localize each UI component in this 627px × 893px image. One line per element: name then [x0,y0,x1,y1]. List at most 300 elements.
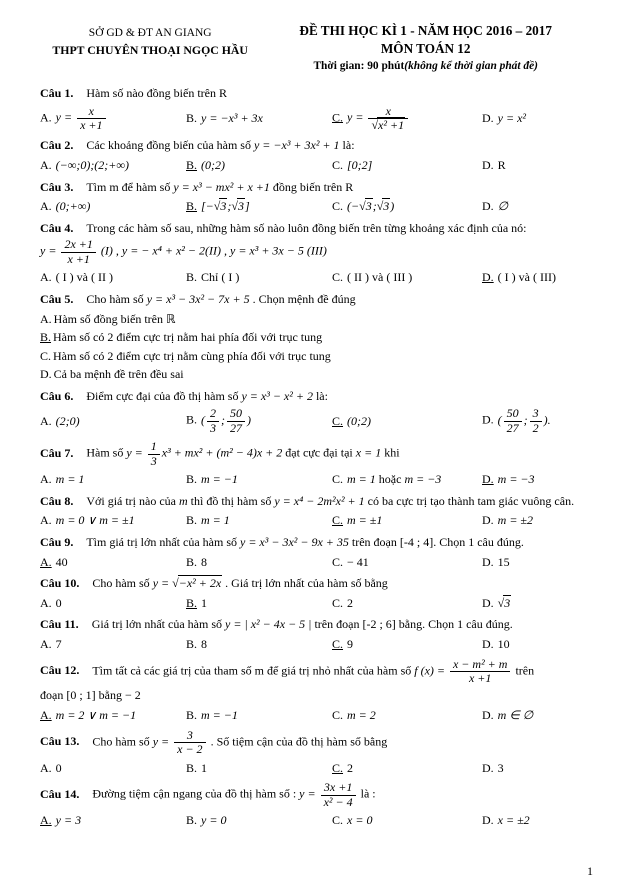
math-text: x = 1 [355,446,382,461]
square-root [371,119,405,132]
time-note: (không kể thời gian phát đề) [404,59,538,72]
option-b [186,511,332,530]
option-content [347,103,410,133]
fraction [450,658,510,686]
square-root [377,197,391,216]
text: ( II ) và ( III ) [347,270,413,285]
fraction-numerator: x − m² + m [452,656,508,671]
option-letter: D. [482,158,494,173]
question [40,533,591,571]
option-letter: C. [332,110,344,125]
options [40,511,591,530]
options [40,104,591,134]
math-text: y = x² [497,111,527,126]
radical-sign: √ [359,199,366,214]
option-content [55,103,108,133]
fraction [504,407,522,435]
math-text: ( [497,413,502,428]
option-letter: B. [186,513,198,528]
option-d [482,635,591,654]
question-number: Câu 3. [40,179,74,194]
fraction-denominator: x +1 [61,252,95,266]
math-text: ∅ [497,199,509,214]
question-body [40,657,591,705]
math-text: ; [523,413,528,428]
option-content [201,637,207,651]
option-c [332,635,482,654]
option-letter: B. [186,111,198,126]
radicand: 3 [365,199,372,214]
question [40,615,591,653]
option-letter: C. [332,513,344,528]
option-content [56,708,136,722]
text: Cho hàm số [92,576,153,591]
option-letter: A. [40,270,52,285]
math-text: ; [221,413,226,428]
fraction [148,440,160,468]
fraction-numerator: 50 [230,406,243,421]
text: là: [312,388,328,403]
question-number: Câu 5. [40,291,74,306]
math-text: y = 0 [201,812,227,827]
math-text: x = ±2 [497,812,530,827]
option-a [40,268,186,287]
option-c [332,553,482,572]
option-d [482,759,591,778]
fraction-numerator: 2x +1 [64,237,93,252]
header [40,22,591,74]
text: 9 [347,636,354,651]
option-c [332,470,482,489]
text: trên đoạn [-4 ; 4]. Chọn 1 câu đúng. [348,535,524,550]
option-content [347,270,412,284]
radicand: −x² + 2x [178,576,222,591]
option-content [56,199,91,213]
option-content [201,513,230,527]
options [40,759,591,778]
option-content [56,270,113,284]
option-letter: C. [332,595,344,610]
option-content [56,596,62,610]
question-body [40,84,591,103]
math-text: ). [543,413,551,428]
math-text: y = −x³ + 3x [201,111,263,126]
option-letter: B. [186,708,198,723]
question-body [40,219,591,267]
radical-sign: √ [213,199,221,214]
text: Điểm cực đại của đồ thị hàm số [86,388,242,403]
math-text: [− [201,199,214,214]
text: thì đồ thị hàm số [187,493,275,508]
option-letter: C. [332,414,344,429]
option-letter: B. [186,760,198,775]
question [40,219,591,287]
math-text: y = | x² − 4x − 5 | [225,617,312,632]
question-number: Câu 10. [40,576,80,591]
options [40,594,591,613]
option-d [482,511,591,530]
option-a [40,412,186,431]
option-a [40,310,591,329]
question [40,728,591,777]
option-letter: A. [40,554,52,569]
fraction-denominator: x +1 [450,671,510,685]
math-text: m = 1 [347,472,376,487]
option-content [498,270,556,284]
exam-title: ĐỀ THI HỌC KÌ 1 - NĂM HỌC 2016 – 2017 [299,23,552,38]
question [40,780,591,829]
text: . Chọn mệnh đề đúng [249,291,356,306]
math-text: (0;2) [201,158,226,173]
fraction [368,105,408,133]
option-content [201,270,239,284]
question [40,178,591,216]
text: trên [512,663,535,678]
option-a [40,811,186,830]
math-text: y = [55,110,76,125]
option-b [40,328,591,347]
text: 8 [201,636,208,651]
department-name: SỞ GD & ĐT AN GIANG [88,27,212,39]
text: Tìm giá trị lớn nhất của hàm số [86,535,240,550]
option-content [347,813,372,827]
option-content [498,513,533,527]
option-letter: C. [332,472,344,487]
text: 15 [497,554,510,569]
option-content [201,472,238,486]
math-text: x³ + mx² + (m² − 4)x + 2 [161,446,283,461]
text: − 41 [347,554,369,569]
option-content [201,158,225,172]
fraction-numerator: x [88,103,94,118]
option-letter: D. [482,812,494,827]
radicand: x² +1 [378,118,405,133]
square-root [172,574,222,593]
option-a [40,594,186,613]
option-c [332,104,482,134]
subject-title: MÔN TOÁN 12 [380,40,471,56]
text: 0 [55,595,62,610]
math-text: m = 1 [201,513,230,528]
option-content [347,158,372,172]
option-c [332,706,482,725]
text: Tìm m để hàm số [86,179,174,194]
option-letter: A. [40,110,52,125]
fraction [227,407,245,435]
question-body [40,574,591,593]
option-a [40,104,186,134]
option-d [482,406,591,436]
text: . Giá trị lớn nhất của hàm số bằng [222,576,388,591]
option-a [40,635,186,654]
option-content [201,761,207,775]
math-text: ) [247,413,252,428]
option-content [56,158,129,172]
option-letter: A. [40,414,52,429]
fraction-numerator: x [385,103,391,118]
text: 1 [201,595,208,610]
options [40,706,591,725]
math-text: m = 2 [347,708,376,723]
option-content [54,367,184,381]
fraction-numerator: 2 [210,406,217,421]
text: Trong các hàm số sau, những hàm số nào luôn đồng biến trên từng khoảng xác định của nó: [86,220,527,235]
option-d [482,156,591,175]
fraction-denominator [368,118,408,132]
fraction [207,407,219,435]
option-letter: C. [332,270,344,285]
text: Cho hàm số [92,734,153,749]
text: . Số tiệm cận của đồ thị hàm số bằng [207,734,388,749]
math-text: m = 0 ∨ m = ±1 [55,513,135,528]
text: 2 [347,595,354,610]
math-text: (− [347,199,360,214]
math-text: y = [152,734,173,749]
option-content [201,708,238,722]
square-root [214,197,228,216]
option-letter: D. [482,472,494,487]
option-letter: B. [186,812,198,827]
option-a [40,706,186,725]
question-body [40,178,591,197]
option-letter: C. [332,199,344,214]
text: Hàm số có 2 điểm cực trị nằm cùng phía đối với trục tung [53,348,331,363]
math-text: m = −1 [201,708,238,723]
page-number: 1 [587,864,593,878]
fraction-denominator: 2 [530,421,542,435]
text: 8 [201,554,208,569]
option-c [332,197,482,216]
text: Hàm số nào đồng biến trên R [86,86,227,101]
option-letter: D. [482,595,494,610]
math-text: m = −1 [201,472,238,487]
options [40,406,591,436]
option-d [40,365,591,384]
option-content [347,472,441,486]
math-text: m = ±1 [347,513,383,528]
option-c [332,511,482,530]
text: là : [357,786,376,801]
math-text: (2;0) [55,414,80,429]
option-content [53,349,331,363]
header-left [40,22,260,59]
option-letter: D. [482,708,494,723]
question-number: Câu 2. [40,138,74,153]
text: 40 [55,554,68,569]
radical-sign: √ [172,576,179,591]
option-content [56,637,62,651]
option-letter: D. [482,270,494,285]
option-b [186,759,332,778]
math-text: y = −x³ + 3x² + 1 [253,138,340,153]
math-text: ) [390,199,395,214]
option-letter: A. [40,708,52,723]
option-content [498,472,535,486]
option-a [40,553,186,572]
radicand: 3 [383,199,390,214]
math-text: y = x³ − 3x² − 9x + 35 [240,535,349,550]
option-c [332,759,482,778]
text: Hàm số đồng biến trên ℝ [53,311,176,326]
question [40,657,591,725]
fraction-denominator: 3 [207,421,219,435]
fraction-denominator: x − 2 [174,742,205,756]
math-text: x = 0 [347,812,373,827]
fraction [77,105,105,133]
math-text: ( [201,413,206,428]
option-d [482,811,591,830]
text: Cả ba mệnh đề trên đều sai [53,367,184,382]
question-number: Câu 12. [40,663,80,678]
option-c [332,156,482,175]
text: Với giá trị nào của [86,493,179,508]
options [40,197,591,216]
option-letter: C. [332,158,344,173]
option-content [53,330,322,344]
option-content [56,813,81,827]
question-body [40,387,591,406]
option-c [332,811,482,830]
option-content [201,111,263,125]
text: 7 [55,636,62,651]
option-letter: B. [186,413,198,428]
radicand: 3 [220,199,227,214]
text: Chỉ ( I ) [201,270,240,285]
option-d [482,197,591,216]
option-content [201,199,250,213]
option-letter: A. [40,311,52,326]
text: trên đoạn [-2 ; 6] bằng. Chọn 1 câu đúng. [311,617,513,632]
text: Cho hàm số [86,291,147,306]
option-letter: D. [482,413,494,428]
text: Tìm tất cả các giá trị của tham số m để giá trị nhỏ nhất của hàm số [92,663,415,678]
options [40,553,591,572]
math-text: y = x³ − 3x² − 7x + 5 [146,291,250,306]
question [40,492,591,530]
math-text: m = 1 [55,472,85,487]
option-letter: B. [186,554,198,569]
math-text: m = −3 [497,472,535,487]
option-content [201,555,207,569]
option-content [347,637,353,651]
option-content [347,414,371,428]
fraction [61,238,95,266]
radical-sign: √ [376,199,384,214]
option-letter: A. [40,513,52,528]
square-root [231,197,245,216]
option-content [201,406,252,435]
options [40,156,591,175]
text: 2 [347,760,354,775]
math-text: (I) , y = − x⁴ + x² − 2(II) , y = x³ + 3x − 5 (III) [97,244,327,259]
option-content [497,406,551,435]
math-text: f (x) = [414,663,448,678]
option-content [54,312,176,326]
math-text: m = 2 ∨ m = −1 [55,708,137,723]
text: ( I ) và ( III) [497,270,556,285]
option-c [332,594,482,613]
option-content [498,813,530,827]
option-letter: B. [186,158,198,173]
option-content [347,199,394,213]
option-content [347,708,376,722]
question-body [40,728,591,758]
option-b [186,156,332,175]
option-a [40,511,186,530]
option-letter: C. [40,348,52,363]
option-b [186,109,332,128]
option-letter: D. [482,513,494,528]
option-content [347,761,353,775]
option-content [201,596,207,610]
fraction-numerator: 3 [532,406,539,421]
question [40,290,591,384]
options [40,470,591,489]
options [40,811,591,830]
question [40,136,591,174]
math-text: (0;+∞) [55,199,91,214]
option-content [56,555,68,569]
text: Hàm số [86,446,127,461]
option-a [40,470,186,489]
option-letter: A. [40,199,52,214]
option-content [498,708,534,722]
math-text: [0;2] [347,158,373,173]
option-content [498,761,504,775]
fraction-denominator: 27 [504,421,522,435]
time-limit [260,59,591,74]
math-text: ] [244,199,250,214]
option-b [186,811,332,830]
text: có ba cực trị tạo thành tam giác vuông cân. [364,493,575,508]
fraction-numerator: 3 [186,727,193,742]
question-number: Câu 8. [40,493,74,508]
math-text: y = [347,110,367,125]
math-text: y = x⁴ − 2m²x² + 1 [274,493,365,508]
option-d [482,470,591,489]
question-number: Câu 9. [40,535,74,550]
fraction-numerator: 50 [506,406,519,421]
text: 10 [497,636,510,651]
option-letter: C. [332,554,344,569]
text: 1 [201,760,208,775]
radical-sign: √ [497,595,505,610]
option-content [347,555,369,569]
option-content [498,596,512,610]
text: khi [381,446,400,461]
option-a [40,197,186,216]
question-number: Câu 13. [40,734,80,749]
question [40,387,591,436]
math-text: m = ±2 [497,513,534,528]
text: đồng biến trên R [269,179,354,194]
square-root [359,197,373,216]
fraction [174,729,205,757]
math-text: m ∈ ∅ [497,708,534,723]
fraction-denominator: x +1 [77,118,105,132]
option-letter: A. [40,636,52,651]
question [40,439,591,488]
option-b [186,635,332,654]
options [40,635,591,654]
text: ( I ) và ( II ) [55,270,113,285]
option-letter: A. [40,472,52,487]
text: Các khoảng đồng biến của hàm số [86,138,254,153]
option-letter: A. [40,812,52,827]
option-letter: A. [40,760,52,775]
question-number: Câu 4. [40,220,74,235]
option-content [347,596,353,610]
